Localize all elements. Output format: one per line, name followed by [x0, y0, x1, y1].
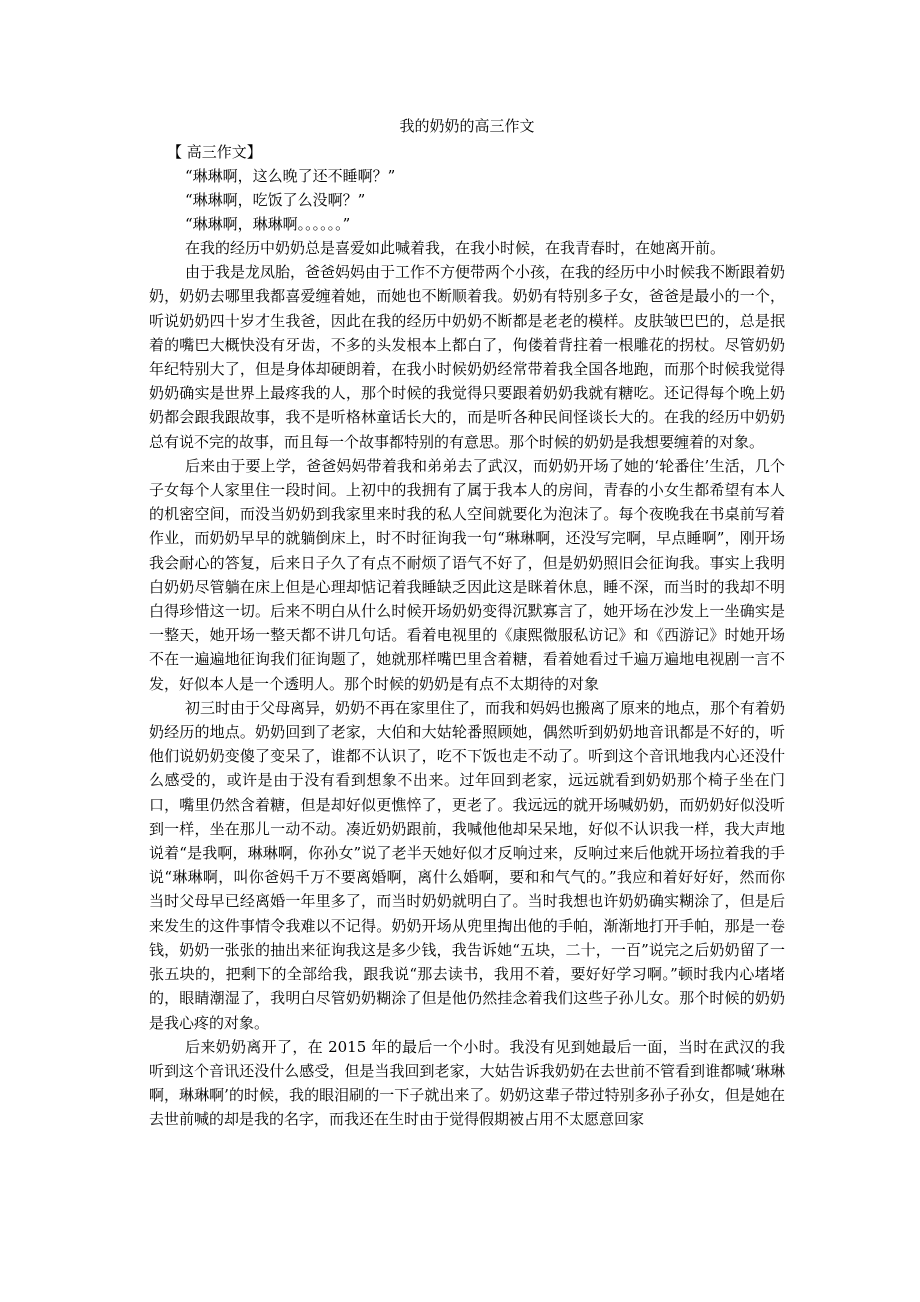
document-title: 我的奶奶的高三作文	[399, 117, 535, 135]
document-page	[149, 112, 785, 1132]
body-paragraph: 后来奶奶离开了，在 2015 年的最后一个小时。我没有见到她最后一面，当时在武汉的我听到这个音讯还没什么感受，但是当我回到老家，大姑告诉我奶奶在去世前不管看到谁都喊‘琳琳啊，琳琳啊’的时候，我的眼泪刷的一下子就出来了。奶奶这辈子带过特别多孙子孙女，但是她在去世前喊的却是我的名字，而我还在生时由于觉得假期被占用不太愿意回家	[149, 1037, 785, 1129]
body-paragraph: 由于我是龙凤胎，爸爸妈妈由于工作不方便带两个小孩，在我的经历中小时候我不断跟着奶奶，奶奶去哪里我都喜爱缠着她，而她也不断顺着我。奶奶有特别多子女，爸爸是最小的一个，听说奶奶四十岁才生我爸，因此在我的经历中奶奶不断都是老老的模样。皮肤皱巴巴的，总是抿着的嘴巴大概快没有牙齿，不多的头发根本上都白了，佝偻着背拄着一根雕花的拐杖。尽管奶奶年纪特别大了，但是身体却硬朗着，在我小时候奶奶经常带着我全国各地跑，而那个时候我觉得奶奶确实是世界上最疼我的人，那个时候的我觉得只要跟着奶奶我就有糖吃。还记得每个晚上奶奶都会跟我跟故事，我不是听格林童话长大的，而是听各种民间怪谈长大的。在我的经历中奶奶总有说不完的故事，而且每一个故事都特别的有意思。那个时候的奶奶是我想要缠着的对象。	[149, 263, 786, 451]
dialog-line: “琳琳啊，琳琳啊。。。。。。”	[185, 215, 351, 233]
body-paragraph: 初三时由于父母离异，奶奶不再在家里住了，而我和妈妈也搬离了原来的地点，那个有着奶奶经历的地点。奶奶回到了老家，大伯和大姑轮番照顾她，偶然听到奶奶地音讯都是不好的，听他们说奶奶变傻了变呆了，谁都不认识了，吃不下饭也走不动了。听到这个音讯地我内心还没什么感受的，或许是由于没有看到想象不出来。过年回到老家，远远就看到奶奶那个椅子坐在门口，嘴里仍然含着糖，但是却好似更憔悴了，更老了。我远远的就开场喊奶奶，而奶奶好似没听到一样，坐在那儿一动不动。凑近奶奶跟前，我喊他他却呆呆地，好似不认识我一样，我大声地说着“是我啊，琳琳啊，你孙女”说了老半天她好似才反响过来，反响过来后他就开场拉着我的手说“琳琳啊，叫你爸妈千万不要离婚啊，离什么婚啊，要和和气气的。”我应和着好好好，然而你当时父母早已经离婚一年里多了，而当时奶奶就明白了。当时我想也许奶奶确实糊涂了，但是后来发生的这件事情令我难以不记得。奶奶开场从兜里掏出他的手帕，渐渐地打开手帕，那是一卷钱，奶奶一张张的抽出来征询我这是多少钱，我告诉她“五块，二十，一百”说完之后奶奶留了一张五块的，把剩下的全部给我，跟我说“那去读书，我用不着，要好好学习啊。”顿时我内心堵堵的，眼睛潮湿了，我明白尽管奶奶糊涂了但是他仍然挂念着我们这些子孙儿女。那个时候的奶奶是我心疼的对象。	[149, 698, 786, 1032]
category-tag: 【 高三作文】	[167, 143, 262, 161]
body-paragraph: 在我的经历中奶奶总是喜爱如此喊着我，在我小时候，在我青春时，在她离开前。	[185, 239, 726, 257]
dialog-line: “琳琳啊，这么晚了还不睡啊？”	[185, 167, 396, 185]
dialog-line: “琳琳啊，吃饭了么没啊？”	[185, 191, 366, 209]
body-paragraph: 后来由于要上学，爸爸妈妈带着我和弟弟去了武汉，而奶奶开场了她的‘轮番住’生活，几个子女每个人家里住一段时间。上初中的我拥有了属于我本人的房间，青春的小女生都希望有本人的机密空间，而没当奶奶到我家里来时我的私人空间就要化为泡沫了。每个夜晚我在书桌前写着作业，而奶奶早早的就躺倒床上，时不时征询我一句“琳琳啊，还没写完啊，早点睡啊”，刚开场我会耐心的答复，后来日子久了有点不耐烦了语气不好了，但是奶奶照旧会征询我。事实上我明白奶奶尽管躺在床上但是心理却惦记着我睡缺乏因此这是眯着休息，睡不深，而当时的我却不明白得珍惜这一切。后来不明白从什么时候开场奶奶变得沉默寡言了，她开场在沙发上一坐确实是一整天，她开场一整天都不讲几句话。看着电视里的《康熙微服私访记》和《西游记》时她开场不在一遍遍地征询我们征询题了，她就那样嘴巴里含着糖，看着她看过千遍万遍地电视剧一言不发，好似本人是一个透明人。那个时候的奶奶是有点不太期待的对象	[149, 456, 785, 693]
